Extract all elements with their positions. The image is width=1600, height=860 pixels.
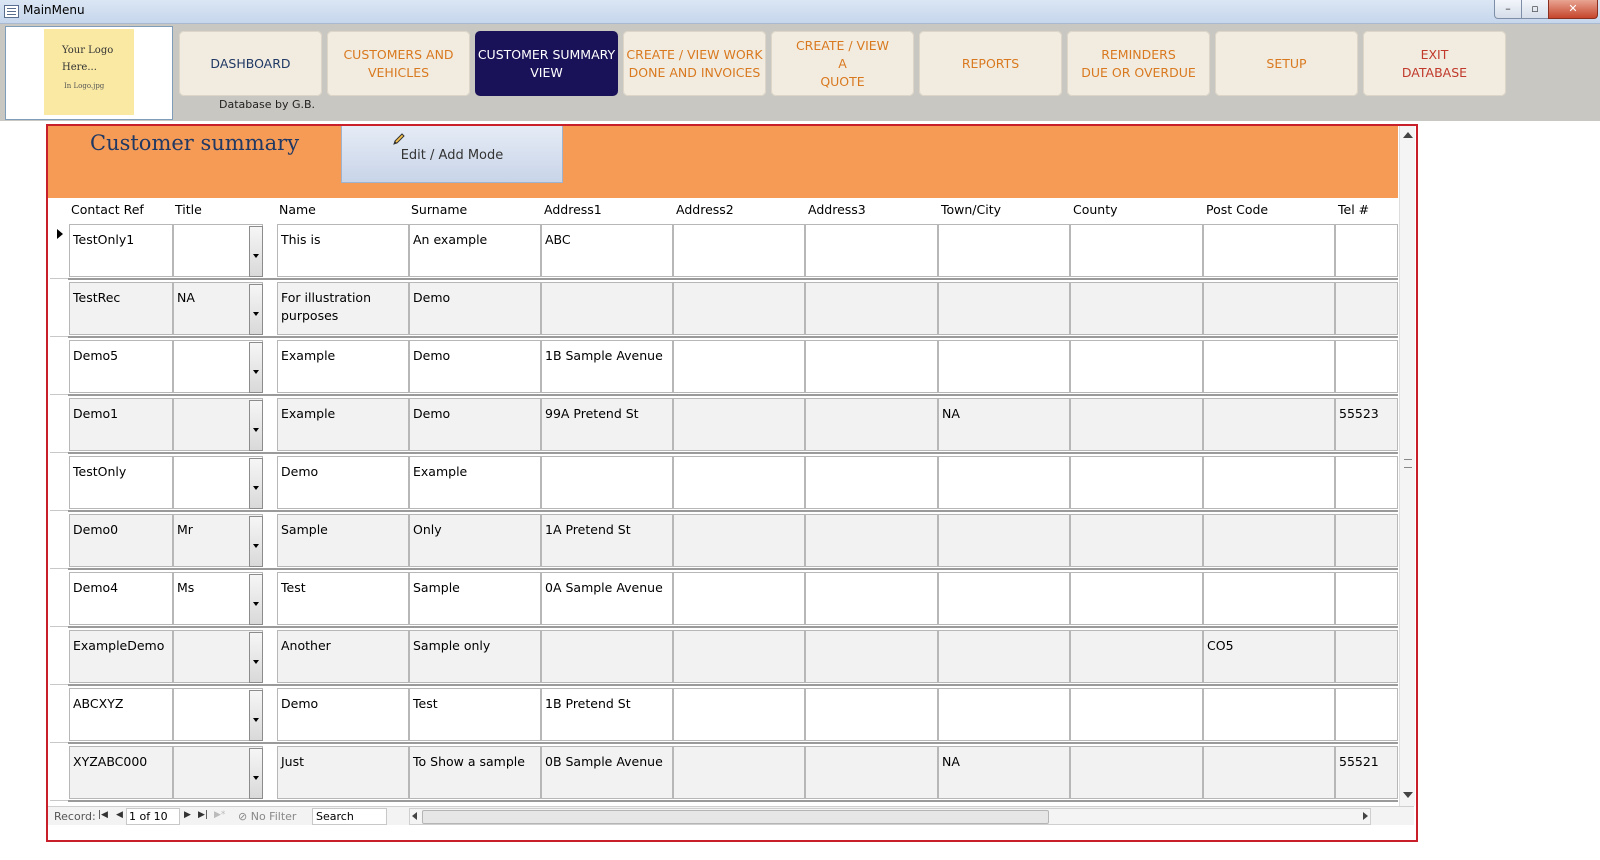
cell-town-city[interactable] — [938, 340, 1070, 393]
nav-dashboard-button[interactable]: DASHBOARD — [179, 31, 322, 96]
column-header-name[interactable]: Name — [279, 202, 316, 217]
pencil-icon — [392, 132, 406, 146]
table-row[interactable] — [50, 280, 1398, 338]
cell-post-code[interactable] — [1203, 224, 1335, 277]
table-row[interactable] — [50, 222, 1398, 280]
cell-post-code[interactable] — [1203, 456, 1335, 509]
cell-address1[interactable]: ABC — [541, 224, 673, 277]
cell-contact-ref[interactable]: TestRec — [69, 282, 173, 335]
cell-address2[interactable] — [673, 514, 805, 567]
cell-county[interactable] — [1070, 572, 1203, 625]
cell-town-city[interactable] — [938, 630, 1070, 683]
cell-post-code[interactable] — [1203, 688, 1335, 741]
cell-tel[interactable]: 55521 — [1335, 746, 1398, 799]
cell-tel[interactable] — [1335, 688, 1398, 741]
cell-address2[interactable] — [673, 456, 805, 509]
current-record-field[interactable]: 1 of 10 — [126, 808, 180, 825]
row-divider — [68, 800, 1398, 802]
logo-line-1: Your Logo — [62, 45, 114, 56]
cell-tel[interactable] — [1335, 282, 1398, 335]
close-button[interactable]: ✕ — [1548, 0, 1598, 19]
record-selector[interactable] — [50, 338, 68, 395]
record-selector[interactable] — [50, 280, 68, 337]
cell-town-city[interactable] — [938, 456, 1070, 509]
nav-customers-vehicles-button[interactable]: CUSTOMERS AND VEHICLES — [327, 31, 470, 96]
title-dropdown-arrow-icon[interactable] — [249, 690, 263, 741]
window-title: MainMenu — [23, 3, 85, 17]
cell-address3[interactable] — [805, 224, 938, 277]
next-record-icon[interactable]: ▶ — [184, 810, 191, 820]
cell-tel[interactable] — [1335, 456, 1398, 509]
column-header-address2[interactable]: Address2 — [676, 202, 734, 217]
edit-add-mode-label: Edit / Add Mode — [400, 148, 504, 163]
record-selector[interactable] — [50, 454, 68, 511]
cell-county[interactable] — [1070, 224, 1203, 277]
title-dropdown-arrow-icon[interactable] — [249, 574, 263, 625]
cell-town-city[interactable]: NA — [938, 746, 1070, 799]
horizontal-scrollbar[interactable] — [409, 808, 1371, 825]
nav-customer-summary-button[interactable]: CUSTOMER SUMMARY VIEW — [475, 31, 618, 96]
logo-frame — [5, 26, 173, 120]
cell-surname[interactable]: Sample — [409, 572, 541, 625]
cell-address3[interactable] — [805, 514, 938, 567]
column-header-address1[interactable]: Address1 — [544, 202, 602, 217]
title-dropdown-arrow-icon[interactable] — [249, 226, 263, 277]
search-input[interactable]: Search — [312, 808, 387, 825]
cell-town-city[interactable] — [938, 282, 1070, 335]
cell-contact-ref[interactable]: Demo0 — [69, 514, 173, 567]
column-header-county[interactable]: County — [1073, 202, 1118, 217]
cell-address3[interactable] — [805, 282, 938, 335]
title-dropdown-arrow-icon[interactable] — [249, 632, 263, 683]
cell-county[interactable] — [1070, 514, 1203, 567]
cell-name[interactable]: Demo — [277, 456, 409, 509]
cell-name[interactable]: Test — [277, 572, 409, 625]
minimize-button[interactable]: – — [1494, 0, 1522, 19]
cell-address3[interactable] — [805, 688, 938, 741]
customer-summary-form — [46, 124, 1418, 842]
datasheet-grid — [50, 198, 1398, 806]
cell-surname[interactable]: To Show a sample — [409, 746, 541, 799]
record-selector[interactable] — [50, 744, 68, 801]
cell-post-code[interactable] — [1203, 340, 1335, 393]
cell-surname[interactable]: Only — [409, 514, 541, 567]
title-dropdown-arrow-icon[interactable] — [249, 516, 263, 567]
table-row[interactable] — [50, 744, 1398, 802]
window-title-bar — [0, 0, 1600, 24]
logo-line-2: Here... — [62, 62, 97, 73]
cell-name[interactable]: Example — [277, 398, 409, 451]
cell-address1[interactable]: 1B Pretend St — [541, 688, 673, 741]
table-row[interactable] — [50, 570, 1398, 628]
table-row[interactable] — [50, 396, 1398, 454]
cell-surname[interactable]: Demo — [409, 398, 541, 451]
nav-exit-button[interactable]: EXIT DATABASE — [1363, 31, 1506, 96]
cell-contact-ref[interactable]: TestOnly — [69, 456, 173, 509]
scroll-left-arrow-icon[interactable] — [412, 812, 417, 820]
cell-name[interactable]: Example — [277, 340, 409, 393]
cell-post-code[interactable] — [1203, 398, 1335, 451]
cell-title[interactable]: NA — [173, 282, 263, 335]
cell-post-code[interactable] — [1203, 282, 1335, 335]
first-record-icon[interactable]: |◀ — [98, 810, 108, 820]
cell-post-code[interactable]: CO5 — [1203, 630, 1335, 683]
cell-tel[interactable] — [1335, 572, 1398, 625]
cell-address1[interactable]: 1A Pretend St — [541, 514, 673, 567]
scroll-down-arrow-icon[interactable] — [1403, 792, 1413, 798]
record-selector[interactable] — [50, 396, 68, 453]
table-row[interactable] — [50, 628, 1398, 686]
cell-contact-ref[interactable]: ABCXYZ — [69, 688, 173, 741]
cell-address2[interactable] — [673, 688, 805, 741]
horizontal-scroll-thumb[interactable] — [422, 810, 1049, 824]
cell-town-city[interactable] — [938, 572, 1070, 625]
previous-record-icon[interactable]: ◀ — [116, 810, 123, 820]
cell-contact-ref[interactable]: Demo1 — [69, 398, 173, 451]
cell-contact-ref[interactable]: Demo4 — [69, 572, 173, 625]
cell-contact-ref[interactable]: Demo5 — [69, 340, 173, 393]
cell-contact-ref[interactable]: TestOnly1 — [69, 224, 173, 277]
title-dropdown-arrow-icon[interactable] — [249, 458, 263, 509]
cell-address3[interactable] — [805, 398, 938, 451]
cell-name[interactable]: Sample — [277, 514, 409, 567]
cell-address1[interactable] — [541, 282, 673, 335]
cell-address1[interactable]: 0B Sample Avenue — [541, 746, 673, 799]
cell-contact-ref[interactable]: XYZABC000 — [69, 746, 173, 799]
column-header-tel[interactable]: Tel # — [1338, 202, 1370, 217]
maximize-button[interactable]: ▫ — [1521, 0, 1549, 19]
cell-title[interactable]: Ms — [173, 572, 263, 625]
cell-county[interactable] — [1070, 282, 1203, 335]
cell-post-code[interactable] — [1203, 746, 1335, 799]
cell-tel[interactable] — [1335, 630, 1398, 683]
cell-address2[interactable] — [673, 340, 805, 393]
logo-image — [44, 29, 134, 115]
cell-address1[interactable] — [541, 630, 673, 683]
cell-post-code[interactable] — [1203, 572, 1335, 625]
cell-county[interactable] — [1070, 688, 1203, 741]
title-dropdown-arrow-icon[interactable] — [249, 400, 263, 451]
cell-county[interactable] — [1070, 746, 1203, 799]
scroll-grip-icon[interactable] — [1404, 459, 1412, 468]
cell-contact-ref[interactable]: ExampleDemo — [69, 630, 173, 683]
scroll-up-arrow-icon[interactable] — [1403, 132, 1413, 138]
form-header — [48, 126, 1398, 198]
cell-town-city[interactable]: NA — [938, 398, 1070, 451]
cell-surname[interactable]: Example — [409, 456, 541, 509]
column-header-address3[interactable]: Address3 — [808, 202, 866, 217]
credit-text: Database by G.B. — [219, 98, 316, 111]
cell-surname[interactable]: Demo — [409, 340, 541, 393]
cell-town-city[interactable] — [938, 688, 1070, 741]
scroll-right-arrow-icon[interactable] — [1363, 812, 1368, 820]
nav-quote-button[interactable]: CREATE / VIEW A QUOTE — [771, 31, 914, 96]
cell-address1[interactable]: 0A Sample Avenue — [541, 572, 673, 625]
cell-name[interactable]: This is — [277, 224, 409, 277]
record-selector[interactable] — [50, 222, 68, 279]
cell-address3[interactable] — [805, 456, 938, 509]
cell-surname[interactable]: Demo — [409, 282, 541, 335]
no-filter-label: No Filter — [250, 810, 297, 823]
nav-reports-button[interactable]: REPORTS — [919, 31, 1062, 96]
cell-address3[interactable] — [805, 630, 938, 683]
column-header-town-city[interactable]: Town/City — [941, 202, 1002, 217]
column-header-contact-ref[interactable]: Contact Ref — [71, 202, 144, 217]
cell-address1[interactable] — [541, 456, 673, 509]
cell-town-city[interactable] — [938, 224, 1070, 277]
cell-name[interactable]: For illustration purposes — [277, 282, 409, 335]
cell-tel[interactable]: 55523 — [1335, 398, 1398, 451]
new-record-icon[interactable]: ▶* — [214, 810, 226, 820]
title-dropdown-arrow-icon[interactable] — [249, 342, 263, 393]
cell-county[interactable] — [1070, 340, 1203, 393]
nav-work-invoices-button[interactable]: CREATE / VIEW WORK DONE AND INVOICES — [623, 31, 766, 96]
title-dropdown-arrow-icon[interactable] — [249, 284, 263, 335]
cell-county[interactable] — [1070, 456, 1203, 509]
cell-address2[interactable] — [673, 746, 805, 799]
form-title: Customer summary — [90, 131, 300, 155]
cell-county[interactable] — [1070, 398, 1203, 451]
cell-title[interactable]: Mr — [173, 514, 263, 567]
cell-address2[interactable] — [673, 398, 805, 451]
cell-address2[interactable] — [673, 630, 805, 683]
cell-address3[interactable] — [805, 340, 938, 393]
record-selector[interactable] — [50, 628, 68, 685]
cell-tel[interactable] — [1335, 514, 1398, 567]
nav-reminders-button[interactable]: REMINDERS DUE OR OVERDUE — [1067, 31, 1210, 96]
cell-tel[interactable] — [1335, 340, 1398, 393]
record-selector[interactable] — [50, 570, 68, 627]
cell-town-city[interactable] — [938, 514, 1070, 567]
no-filter-button[interactable]: ⊘ No Filter — [238, 810, 297, 823]
title-dropdown-arrow-icon[interactable] — [249, 748, 263, 799]
logo-line-3: In Logo.jpg — [64, 82, 105, 90]
record-navigator — [48, 806, 1414, 825]
last-record-icon[interactable]: ▶| — [198, 810, 208, 820]
record-label: Record: — [54, 810, 96, 823]
vertical-scrollbar[interactable] — [1399, 126, 1415, 806]
table-row[interactable] — [50, 338, 1398, 396]
cell-address1[interactable]: 1B Sample Avenue — [541, 340, 673, 393]
cell-post-code[interactable] — [1203, 514, 1335, 567]
cell-surname[interactable]: An example — [409, 224, 541, 277]
column-header-surname[interactable]: Surname — [411, 202, 468, 217]
cell-surname[interactable]: Test — [409, 688, 541, 741]
table-row[interactable] — [50, 686, 1398, 744]
cell-surname[interactable]: Sample only — [409, 630, 541, 683]
table-row[interactable] — [50, 512, 1398, 570]
nav-setup-button[interactable]: SETUP — [1215, 31, 1358, 96]
cell-name[interactable]: Demo — [277, 688, 409, 741]
cell-address3[interactable] — [805, 572, 938, 625]
column-header-title[interactable]: Title — [175, 202, 202, 217]
column-header-post-code[interactable]: Post Code — [1206, 202, 1269, 217]
app-icon — [4, 5, 19, 18]
record-selector[interactable] — [50, 512, 68, 569]
cell-address2[interactable] — [673, 572, 805, 625]
column-header-row — [50, 198, 1398, 222]
cell-tel[interactable] — [1335, 224, 1398, 277]
cell-county[interactable] — [1070, 630, 1203, 683]
record-selector[interactable] — [50, 686, 68, 743]
cell-address3[interactable] — [805, 746, 938, 799]
cell-address2[interactable] — [673, 282, 805, 335]
table-row[interactable] — [50, 454, 1398, 512]
edit-add-mode-button[interactable] — [341, 126, 563, 183]
cell-name[interactable]: Just — [277, 746, 409, 799]
cell-address2[interactable] — [673, 224, 805, 277]
cell-name[interactable]: Another — [277, 630, 409, 683]
cell-address1[interactable]: 99A Pretend St — [541, 398, 673, 451]
